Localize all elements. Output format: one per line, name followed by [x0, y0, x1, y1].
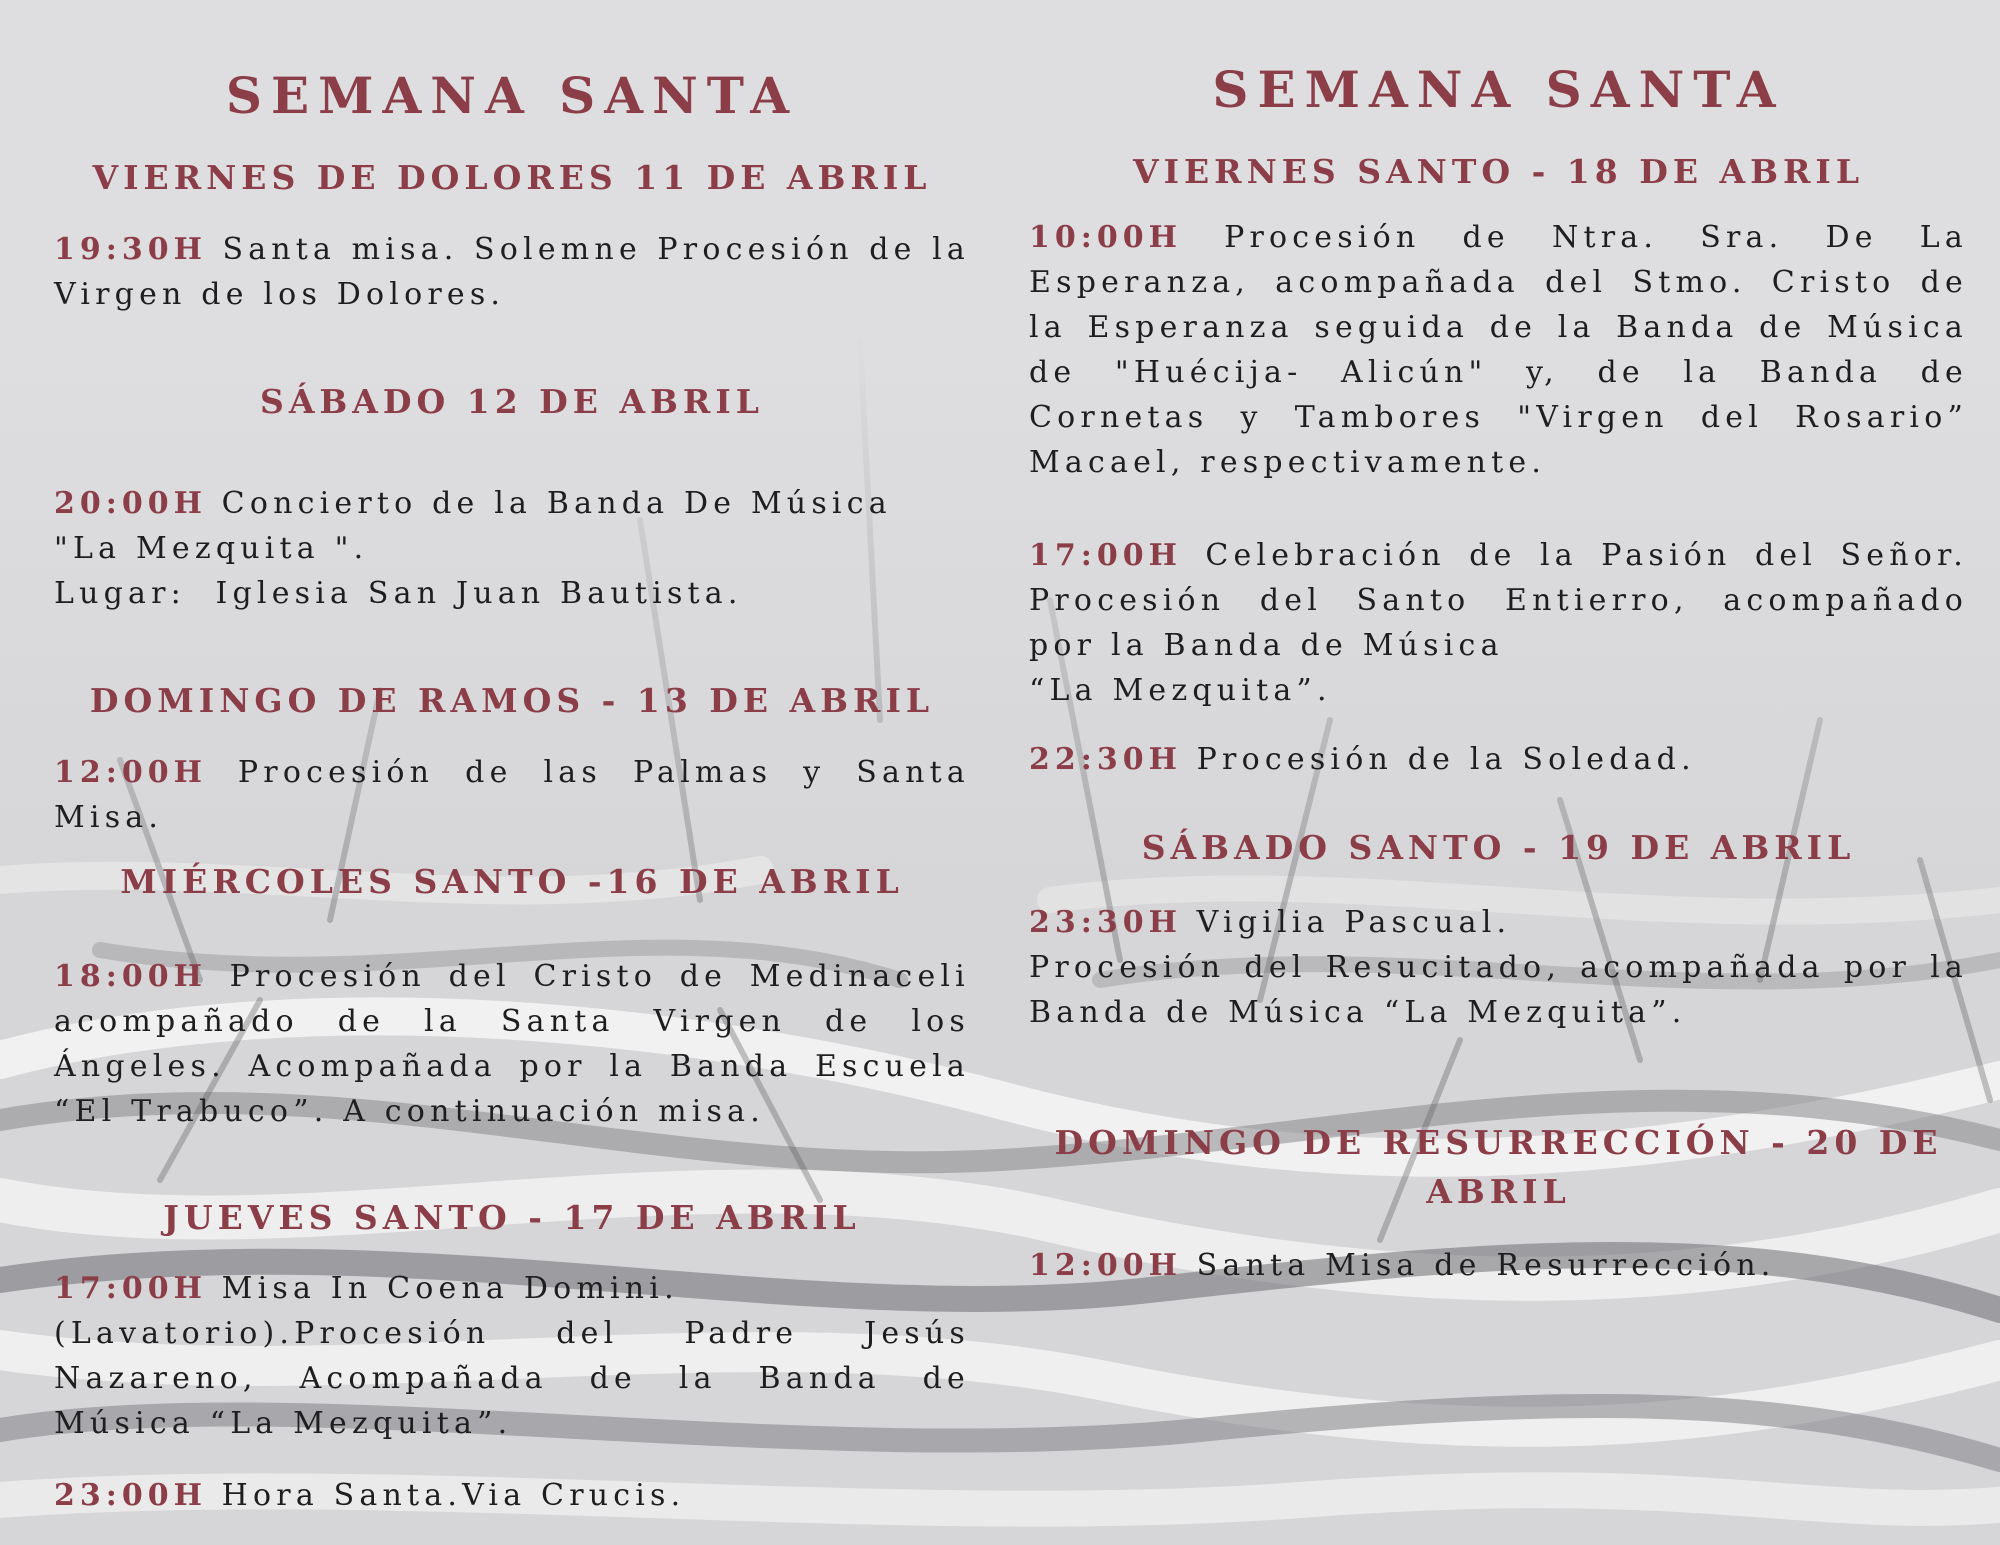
entry-jueves-santo-1 — [54, 1266, 970, 1446]
entry-time: 23:30H — [1029, 905, 1182, 940]
entry-domingo-ramos — [54, 750, 970, 840]
entry-viernes-santo-1 — [1029, 215, 1968, 485]
entry-domingo-resurreccion — [1029, 1243, 1968, 1288]
entry-time: 18:00H — [54, 959, 207, 994]
entry-text: Concierto de la Banda De Música — [221, 486, 892, 521]
entry-text: Vigilia Pascual. — [1196, 905, 1512, 940]
heading-sabado-santo: SÁBADO SANTO - 19 DE ABRIL — [1141, 828, 1856, 867]
entry-text: "La Mezquita ". — [54, 531, 369, 566]
entry-time: 22:30H — [1029, 742, 1182, 777]
page-title: SEMANA SANTA — [225, 66, 799, 125]
heading-viernes-dolores: VIERNES DE DOLORES 11 DE ABRIL — [92, 158, 932, 197]
entry-time: 12:00H — [54, 755, 207, 790]
heading-viernes-santo: VIERNES SANTO - 18 DE ABRIL — [1132, 152, 1865, 191]
entry-miercoles-santo — [54, 954, 970, 1134]
entry-text: Procesión de Ntra. Sra. De La Esperanza, acompañada del Stmo. Cristo de la Esperanza seguida de la Banda de Música de "Huécija- Alicún" y, de la Banda de Cornetas y Tambores "Virgen del Rosario” Macael, respectivamente. — [1029, 220, 1968, 480]
page-title: SEMANA SANTA — [1212, 60, 1785, 119]
entry-text: Procesión del Resucitado, acompañada por la Banda de Música “La Mezquita”. — [1029, 950, 1968, 1030]
entry-time: 17:00H — [1029, 538, 1182, 573]
entry-time: 10:00H — [1029, 220, 1182, 255]
entry-viernes-santo-2 — [1029, 533, 1968, 713]
entry-viernes-santo-3 — [1029, 737, 1968, 782]
entry-text: (Lavatorio).Procesión del Padre Jesús Nazareno, Acompañada de la Banda de Música “La Mezquita”. — [54, 1316, 970, 1441]
entry-text: Procesión de las Palmas y Santa Misa. — [54, 755, 970, 835]
entry-text: Santa Misa de Resurrección. — [1196, 1248, 1776, 1283]
entry-time: 17:00H — [54, 1271, 207, 1306]
entry-time: 23:00H — [54, 1478, 207, 1513]
entry-text: Procesión de la Soledad. — [1196, 742, 1696, 777]
entry-text: Procesión del Cristo de Medinaceli acompañado de la Santa Virgen de los Ángeles. Acompañada por la Banda Escuela “El Trabuco”. A continuación misa. — [54, 959, 970, 1129]
entry-sabado-santo — [1029, 900, 1968, 1035]
entry-jueves-santo-2 — [54, 1473, 970, 1518]
heading-domingo-ramos: DOMINGO DE RAMOS - 13 DE ABRIL — [89, 681, 935, 720]
entry-text: Hora Santa.Via Crucis. — [221, 1478, 686, 1513]
entry-text: Santa misa. Solemne Procesión de la Virgen de los Dolores. — [54, 232, 970, 312]
heading-sabado-12: SÁBADO 12 DE ABRIL — [259, 382, 764, 421]
heading-miercoles-santo: MIÉRCOLES SANTO -16 DE ABRIL — [120, 862, 904, 901]
heading-jueves-santo: JUEVES SANTO - 17 DE ABRIL — [163, 1198, 861, 1237]
entry-text: Misa In Coena Domini. — [221, 1271, 679, 1306]
entry-text: Celebración de la Pasión del Señor. Procesión del Santo Entierro, acompañado por la Banda de Música — [1029, 538, 1968, 663]
entry-viernes-dolores — [54, 227, 970, 317]
entry-time: 20:00H — [54, 486, 207, 521]
entry-time: 19:30H — [54, 232, 207, 267]
heading-domingo-resurreccion: DOMINGO DE RESURRECCIÓN - 20 DE ABRIL — [1054, 1123, 1943, 1211]
entry-venue: Lugar: Iglesia San Juan Bautista. — [54, 576, 743, 611]
entry-sabado-12 — [54, 481, 970, 616]
entry-time: 12:00H — [1029, 1248, 1182, 1283]
entry-text: “La Mezquita”. — [1029, 673, 1332, 708]
